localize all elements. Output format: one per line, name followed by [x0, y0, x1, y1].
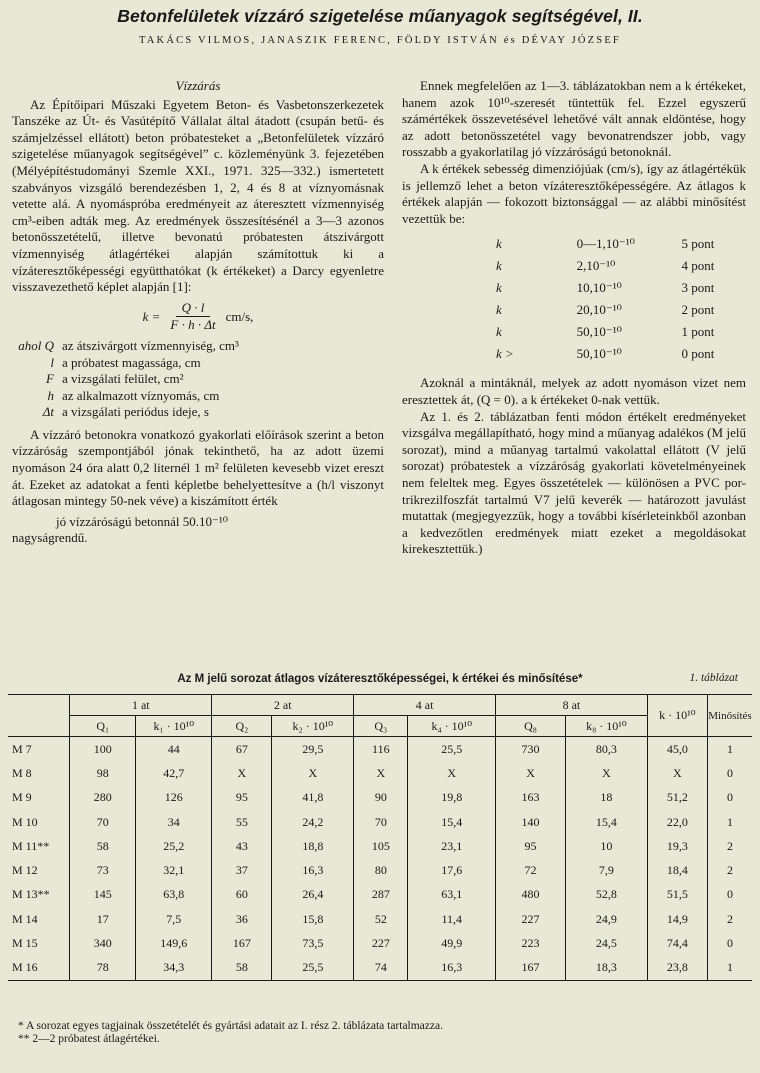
table-cell: 25,5: [408, 737, 496, 762]
rating-row: [402, 321, 746, 343]
table-cell: 49,9: [408, 931, 496, 955]
table-cell: 73: [70, 858, 136, 882]
results-table: [8, 694, 752, 981]
left-paragraph-4: nagyságrendű.: [12, 530, 88, 546]
table-cell: 95: [212, 786, 272, 810]
sample-name-cell: M 11**: [12, 838, 50, 853]
table-cell: 145: [70, 883, 136, 907]
table-cell: 163: [496, 786, 566, 810]
table-cell: 55: [212, 810, 272, 834]
table-cell: 58: [70, 834, 136, 858]
table-cell: 18,3: [566, 956, 648, 981]
table-cell: X: [647, 761, 707, 785]
table-cell: 227: [354, 931, 408, 955]
k-average-header: k · 10¹⁰: [647, 695, 707, 737]
rating-row: [402, 343, 746, 365]
rating-range: 50,10⁻¹⁰: [576, 346, 622, 362]
formula-denominator: F · h · Δt: [170, 317, 216, 333]
table-cell: 105: [354, 834, 408, 858]
rating-header: Minősítés: [707, 695, 752, 737]
table-cell: 23,1: [408, 834, 496, 858]
group-header: 1 at: [70, 695, 212, 716]
sample-name-cell: M 15: [12, 936, 38, 951]
table-cell: 223: [496, 931, 566, 955]
table-cell: 34,3: [136, 956, 212, 981]
formula-fraction: [164, 300, 221, 334]
table-row: [8, 737, 752, 762]
legend-symbol: Δt: [42, 404, 54, 420]
legend-text: a vizsgálati felület, cm²: [62, 371, 184, 387]
sample-name-cell: M 7: [12, 741, 32, 756]
article-title: Betonfelületek vízzáró szigetelése műanyagok segítségével, II.: [117, 6, 643, 26]
rating-row: [402, 277, 746, 299]
rating-scale: [402, 233, 746, 365]
rating-range: 10,10⁻¹⁰: [576, 280, 622, 296]
table-cell: 18,4: [647, 858, 707, 882]
table-cell: 100: [70, 737, 136, 762]
legend-text: az átszivárgott vízmennyiség, cm³: [62, 337, 239, 353]
formula-lhs: k =: [142, 308, 161, 324]
table-cell: 74,4: [647, 931, 707, 955]
rating-k: k: [496, 280, 502, 296]
table-cell: 167: [496, 956, 566, 981]
legend-symbol: l: [50, 354, 54, 370]
formula-numerator: Q · l: [176, 300, 211, 318]
rating-points: 3 pont: [681, 280, 715, 296]
table-cell: 2: [707, 858, 752, 882]
table-cell: 0: [707, 883, 752, 907]
sample-header: [8, 695, 70, 737]
table-cell: 74: [354, 956, 408, 981]
table-cell: 14,9: [647, 907, 707, 931]
footnote-1: * A sorozat egyes tagjainak összetételét és gyártási adatait az I. rész 2. táblázata tartalmazza.: [18, 1020, 443, 1032]
table-cell: 52,8: [566, 883, 648, 907]
rating-k: k >: [496, 346, 514, 362]
table-cell: X: [408, 761, 496, 785]
table-cell: 42,7: [136, 761, 212, 785]
right-paragraph-1: Ennek megfelelően az 1—3. táblázatokban nem a k értékeket, hanem azok 10¹⁰-szeresét tüntettük fel. Ezzel egyszerű számértékek összevetésével lehetővé vált annak eldöntése, hogy az adott betonösszetétel vagy bevonatrendszer jobb, vagy rosszabb a gyakorlatilag jó vízzáróságú betonoknál.: [402, 78, 746, 160]
table-cell: 72: [496, 858, 566, 882]
rating-points: 4 pont: [681, 258, 715, 274]
table-cell: 25,5: [272, 956, 354, 981]
table-cell: 73,5: [272, 931, 354, 955]
table-cell: 58: [212, 956, 272, 981]
table-row: [8, 834, 752, 858]
sample-name-cell: M 13**: [12, 887, 50, 902]
table-footnotes: [18, 1020, 738, 1046]
group-header: 2 at: [212, 695, 354, 716]
rating-range: 50,10⁻¹⁰: [576, 324, 622, 340]
right-paragraph-3: Azoknál a mintáknál, melyek az adott nyomáson vizet nem eresztettek át, (Q = 0). a k értékeket 0-nak vettük.: [402, 375, 746, 407]
table-cell: 730: [496, 737, 566, 762]
left-paragraph-1: Az Építőipari Műszaki Egyetem Beton- és Vasbetonszerkezetek Tanszéke az Út- és Vasútépítő Vállalat által átadott (csupán betű- és számjelzéssel ellátott) beton próbatesteket a „Betonfelületek vízzáró szigetelése műanyagok segítségével” c. közleményünk 3. fejezetében (Mélyépítéstudományi Szemle XXI., 1971. 325—332.) ismertetett szabványos vizsgáló berendezésben 1, 2, 4 és 8 at víznyomásnak vetette alá. A nyomáspróba eredményeit az áteresztett vízmennyiség cm³-eiben adták meg. Az eredmények összesítésénél a 3—3 azonos betonösszetételű, illetve bevonatú próbatesten átszivárgott vízmennyiség átlagértékei alapján számítottuk ki a vízáteresztőképességi együtthatókat (k értékeket) a Darcy egyenletre visszavezethető képlet alapján [1]:: [12, 96, 384, 295]
table-cell: 18,8: [272, 834, 354, 858]
rating-range: 20,10⁻¹⁰: [576, 302, 622, 318]
table-title: Az M jelű sorozat átlagos vízáteresztőképességei, k értékei és minősítése*: [177, 673, 583, 685]
table-cell: 1: [707, 956, 752, 981]
table-row: [8, 956, 752, 981]
table-cell: 480: [496, 883, 566, 907]
legend-symbol: F: [46, 371, 54, 387]
table-cell: 340: [70, 931, 136, 955]
table-cell: 116: [354, 737, 408, 762]
subheader: k₈ · 10¹⁰: [566, 716, 648, 737]
formula-unit: cm/s,: [225, 308, 254, 324]
legend-row: [12, 388, 384, 405]
legend-symbol: h: [47, 387, 54, 403]
table-row: [8, 931, 752, 955]
table-cell: 80: [354, 858, 408, 882]
table-cell: 24,5: [566, 931, 648, 955]
table-cell: 67: [212, 737, 272, 762]
table-cell: X: [354, 761, 408, 785]
table-cell: 16,3: [272, 858, 354, 882]
subheader: Q₈: [496, 716, 566, 737]
table-cell: 52: [354, 907, 408, 931]
table-cell: 0: [707, 786, 752, 810]
legend-text: a vizsgálati periódus ideje, s: [62, 404, 209, 420]
legend-text: a próbatest magassága, cm: [62, 354, 201, 370]
table-cell: 17,6: [408, 858, 496, 882]
rating-range: 0—1,10⁻¹⁰: [576, 236, 635, 252]
table-cell: 126: [136, 786, 212, 810]
table-cell: 78: [70, 956, 136, 981]
table-cell: 34: [136, 810, 212, 834]
left-paragraph-3: jó vízzáróságú betonnál 50.10⁻¹⁰: [56, 513, 228, 529]
table-cell: 1: [707, 810, 752, 834]
group-header: 8 at: [496, 695, 648, 716]
table-cell: 2: [707, 834, 752, 858]
rating-k: k: [496, 236, 502, 252]
table-row: [8, 907, 752, 931]
table-cell: 24,2: [272, 810, 354, 834]
left-paragraph-2: A vízzáró betonokra vonatkozó gyakorlati előírások szerint a beton vízzáróság szempontjából jónak tekinthető, ha az adott üzemi nyomáson 24 óra alatt 0,2 liternél 1 m² felületen kevesebb vizet ereszt át. Ezeket az adatokat a fenti képletbe behelyettesítve a (h/l viszonyt átlagosan mintegy 50-nek véve) a kiszámított érték: [12, 426, 384, 509]
article-authors: TAKÁCS VILMOS, JANASZIK FERENC, FÖLDY ISTVÁN és DÉVAY JÓZSEF: [139, 35, 621, 46]
table-cell: 140: [496, 810, 566, 834]
table-cell: 44: [136, 737, 212, 762]
table-cell: 15,4: [566, 810, 648, 834]
table-cell: 43: [212, 834, 272, 858]
table-cell: 36: [212, 907, 272, 931]
rating-points: 0 pont: [681, 346, 715, 362]
table-cell: 19,3: [647, 834, 707, 858]
table-cell: 37: [212, 858, 272, 882]
table-cell: 2: [707, 907, 752, 931]
table-cell: 60: [212, 883, 272, 907]
table-cell: 26,4: [272, 883, 354, 907]
sample-name-cell: M 9: [12, 790, 32, 805]
table-cell: 51,5: [647, 883, 707, 907]
table-cell: 70: [70, 810, 136, 834]
table-cell: 45,0: [647, 737, 707, 762]
right-column: [402, 78, 746, 558]
rating-points: 2 pont: [681, 302, 715, 318]
table-cell: 63,8: [136, 883, 212, 907]
table-cell: 32,1: [136, 858, 212, 882]
table-cell: 98: [70, 761, 136, 785]
table-cell: X: [496, 761, 566, 785]
rating-k: k: [496, 302, 502, 318]
table-cell: 90: [354, 786, 408, 810]
table-cell: 7,9: [566, 858, 648, 882]
table-row: [8, 786, 752, 810]
table-cell: X: [212, 761, 272, 785]
left-column: [12, 78, 384, 547]
legend-row: [12, 338, 384, 355]
table-cell: 23,8: [647, 956, 707, 981]
table-row: [8, 858, 752, 882]
table-cell: X: [272, 761, 354, 785]
rating-range: 2,10⁻¹⁰: [576, 258, 616, 274]
sample-name-cell: M 12: [12, 863, 38, 878]
table-cell: 227: [496, 907, 566, 931]
table-header-row: [8, 695, 752, 716]
table-cell: 25,2: [136, 834, 212, 858]
footnote-2: ** 2—2 próbatest átlagértékei.: [18, 1033, 160, 1045]
legend-text: az alkalmazott víznyomás, cm: [62, 387, 220, 403]
table-number: 1. táblázat: [689, 672, 738, 684]
table-cell: 16,3: [408, 956, 496, 981]
table-cell: 280: [70, 786, 136, 810]
table-cell: 41,8: [272, 786, 354, 810]
rating-row: [402, 233, 746, 255]
table-cell: 149,6: [136, 931, 212, 955]
table-cell: 70: [354, 810, 408, 834]
table-cell: 7,5: [136, 907, 212, 931]
section-heading: Vízzárás: [175, 78, 221, 93]
table-cell: 80,3: [566, 737, 648, 762]
table-cell: 95: [496, 834, 566, 858]
table-row: [8, 883, 752, 907]
rating-k: k: [496, 324, 502, 340]
table-cell: 10: [566, 834, 648, 858]
table-subheader-row: [8, 716, 752, 737]
darcy-formula: [12, 300, 384, 334]
legend-row: [12, 371, 384, 388]
rating-points: 1 pont: [681, 324, 715, 340]
table-cell: 11,4: [408, 907, 496, 931]
table-cell: 15,4: [408, 810, 496, 834]
right-paragraph-4: Az 1. és 2. táblázatban fenti módon értékelt eredményeket vizsgálva megállapítható, hogy mind a műanyag adalékos (M jelű sorozat), mind a műanyag tartalmú vakolattal ellátott (V jelű sorozat) próbatestek a vízzáróság gyakorlati követelményeinek nem feleltek meg. Egyes összetételek — különösen a PVC por-trikrezilfoszfát tartalmú V7 jelű keverék — határozott javulást mutattak (megjegyezzük, hogy a további kísérleteinkből azonban a kedvezőtlen eredmények miatt ezeket a megoldásokat kirekesztettük.): [402, 408, 746, 557]
sample-name-cell: M 10: [12, 814, 38, 829]
subheader: Q₃: [354, 716, 408, 737]
table-cell: 51,2: [647, 786, 707, 810]
sample-name-cell: M 8: [12, 765, 32, 780]
formula-legend: [12, 338, 384, 421]
group-header: 4 at: [354, 695, 496, 716]
legend-row: [12, 355, 384, 372]
subheader: Q₁: [70, 716, 136, 737]
table-cell: 17: [70, 907, 136, 931]
right-paragraph-2: A k értékek sebesség dimenziójúak (cm/s), így az átlagértékük is jellemző lehet a beton vízáteresztőképességére. Az átlagos k értékek alapján — fokozott biztonsággal — az alábbi minősítést vezettük be:: [402, 160, 746, 226]
table-cell: 0: [707, 931, 752, 955]
table-cell: 63,1: [408, 883, 496, 907]
table-cell: 24,9: [566, 907, 648, 931]
table-row: [8, 761, 752, 785]
subheader: k₁ · 10¹⁰: [136, 716, 212, 737]
sample-name-cell: M 14: [12, 911, 38, 926]
table-cell: 167: [212, 931, 272, 955]
rating-row: [402, 299, 746, 321]
table-cell: 29,5: [272, 737, 354, 762]
table-cell: 19,8: [408, 786, 496, 810]
table-cell: 1: [707, 737, 752, 762]
table-cell: 15,8: [272, 907, 354, 931]
table-cell: 0: [707, 761, 752, 785]
table-cell: 18: [566, 786, 648, 810]
table-cell: X: [566, 761, 648, 785]
table-row: [8, 810, 752, 834]
rating-k: k: [496, 258, 502, 274]
rating-row: [402, 255, 746, 277]
subheader: k₂ · 10¹⁰: [272, 716, 354, 737]
subheader: Q₂: [212, 716, 272, 737]
subheader: k₄ · 10¹⁰: [408, 716, 496, 737]
table-cell: 22,0: [647, 810, 707, 834]
sample-name-cell: M 16: [8, 956, 70, 981]
rating-points: 5 pont: [681, 236, 715, 252]
table-cell: 287: [354, 883, 408, 907]
legend-row: [12, 404, 384, 421]
legend-symbol: ahol Q: [18, 337, 54, 353]
